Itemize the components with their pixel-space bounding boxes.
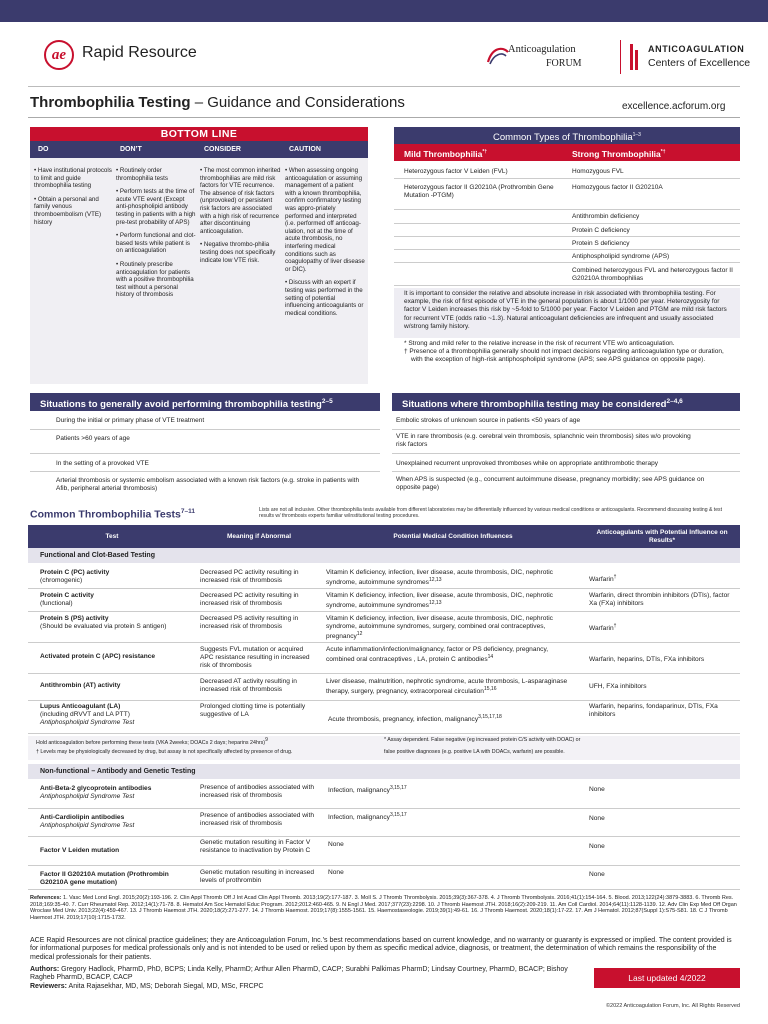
test-meaning: Prolonged clotting time is potentially suggestive of LA — [200, 703, 306, 718]
forum-logo-line2: FORUM — [546, 58, 582, 69]
page-title: Thrombophilia Testing – Guidance and Considerations — [30, 94, 405, 111]
test-meaning: Suggests FVL mutation or acquired APC resistance resulting in increased risk of thrombosis — [200, 646, 310, 669]
test-anticoagulants: None — [589, 843, 605, 850]
caution-list: • When assessing ongoing anticoagulation or assuming management of a patient with a known thrombophilia, confirm confirmatory testing was appro-priately performed and interpreted (i.e. performed off anticoag-ulation, not at the time of acute thrombosis, no interfering medical conditions such as coagulopathy of liver disease or DIC). • Discuss with an expert if testing was performed in the setting of potential influencing anticoagulants or medical conditions. — [285, 167, 365, 317]
test-anticoagulants: None — [589, 871, 605, 878]
col-test: Test — [105, 532, 119, 540]
list-item: Arterial thrombosis or systemic embolism associated with a known risk factors (e.g. stroke in patients with Afib, peripheral arterial thrombosis) — [56, 477, 360, 492]
test-anticoagulants: UFH, FXa inhibitors — [589, 683, 647, 690]
tests-note: Lists are not all inclusive. Other thrombophilia tests available from different laboratories may be differentially influenced by various medical conditions or anticoagulants. Recommend discussing testing & test results w/ thrombosis experts familiar w/institutional testing procedures. — [259, 507, 723, 520]
common-types-footnotes: * Strong and mild refer to the relative increase in the risk of recurrent VTE w/o anticoagulation. † Presence of a thrombophilia generally should not impact decisions regarding anticoagulation type or duration, with the exception of high-risk antiphospholipid syndrome (APS; see APS guidance on opposite page). — [404, 340, 724, 364]
test-conditions: Liver disease, malnutrition, nephrotic syndrome, acute thrombosis, L-asparaginase therapy, surgery, pregnancy, extracorporeal circulation$^{15,16}$ — [326, 678, 568, 695]
strong-thrombophilia-label: Strong Thrombophilia*† — [572, 148, 666, 159]
hold-note: Hold anticoagulation before performing these tests (VKA 2weeks; DOACs 2 days; heparins 24hrs)$^9$ — [36, 737, 268, 746]
consider-list: • The most common inherited thrombophilias are mild risk factors for VTE recurrence. The absence of risk factors (unprovoked) or persistent risk factors are associated with a high risk of recurrence after discontinuing anticoagulation. • Negative thrombo-philia testing does not specifically indicate low VTE risk. — [200, 167, 281, 264]
test-anticoagulants: Warfarin, heparins, fondaparinux, DTIs, FXa inhibitors — [589, 703, 718, 718]
test-meaning: Genetic mutation resulting in increased levels of prothrombin — [200, 869, 314, 884]
test-conditions: Infection, malignancy$^{3,15,17}$ — [328, 812, 407, 822]
test-meaning: Decreased PS activity resulting in increased risk of thrombosis — [200, 615, 299, 630]
test-anticoagulants: None — [589, 815, 605, 822]
test-meaning: Genetic mutation resulting in Factor V resistance to inactivation by Protein C — [200, 839, 311, 854]
test-conditions: None — [328, 841, 344, 848]
test-conditions: Acute inflammation/infection/malignancy, factor or PS deficiency, pregnancy, combined oral contraceptives , LA, protein C antibodies$^{14}$ — [326, 646, 549, 663]
test-name: Protein C (PC) activity (chromogenic) — [40, 569, 110, 584]
references: References: 1. Vasc Med Lond Engl. 2015;20(2):193-196. 2. Clin Appl Thromb Off J Int Acad Clin Appl Thromb. 2013;19(2):177-187. 3. Moll S. J Thromb Thrombolysis. 2015;39(3):367-378. 4. J Thromb Thrombolysis. 2016;41(1):154-164. 5. Blood. 2013;122(24):3879-3883. 6. Thromb Res. 2018;169:35-40. 7. Curr Rheumatol Rep. 2012;14(1):71-78. 8. Hematol Am Soc Hematol Educ Program. 2012;2012:460-465. 9. N Engl J Med. 2017;377(23):2298. 10. J Thromb Haemost JTH. 2018;16(2):209-219. 11. Am Coll Cardiol. 2014;64(11):1128-1139. 12. Adv Clin Exp Med Off Organ Wroclaw Med Univ. 2013;22(4):459-467. 13. J Thromb Haemost JTH. 2020;18(2):271-277. 14. J Thromb Haemost. 2019;17(8):1555-1561. 15. Haemostaseologie. 2019;39(1):49-61. 16. J Thromb Haemost. 2020;18(1):17-22. 17. Am J Hematol. 2012;87(Suppl 1):S75-S81. 18. C J Thromb Haemost JTH. 2019;17(10):1715-1732. — [30, 895, 737, 921]
ace-logo-icon: ae — [44, 40, 74, 70]
row-divider — [30, 471, 380, 472]
test-conditions: Vitamin K deficiency, infection, liver disease, acute thrombosis, DIC, nephrotic syndrome, autoimmune syndromes, surgery, combined oral contraceptives, pregnancy$^{12}$ — [326, 615, 553, 640]
row-divider — [392, 471, 740, 472]
test-meaning: Decreased PC activity resulting in increased risk of thrombosis — [200, 592, 299, 607]
row-divider — [392, 453, 740, 454]
last-updated-badge: Last updated 4/2022 — [594, 968, 740, 988]
test-meaning: Presence of antibodies associated with increased risk of thrombosis — [200, 812, 314, 827]
list-item: In the setting of a provoked VTE — [56, 460, 149, 467]
col-do: DO — [38, 146, 49, 153]
test-meaning: Decreased AT activity resulting in increased risk of thrombosis — [200, 678, 297, 693]
list-item: During the initial or primary phase of VTE treatment — [56, 417, 205, 424]
centers-excellence-icon — [628, 42, 642, 72]
logo-divider — [620, 40, 621, 74]
avoid-testing-heading: Situations to generally avoid performing thrombophilia testing$^{2-5}$ — [30, 393, 380, 411]
risk-note: It is important to consider the relative and absolute increase in risk associated with thrombophilia testing. For example, the risk of first episode of VTE in the general population is about 1/1000 per year. Heterozygosity for factor V Leiden increases this risk by ~5-fold to 5/1000 per year. Factor V Leiden and PTGM are mild risk factors for recurrent VTE (odds ratio ~1.3). Natural anticoagulant deficiencies are infrequent and usually associated w/strong family history. — [394, 288, 740, 338]
group-functional: Functional and Clot-Based Testing — [28, 548, 740, 563]
assay-note-2: false positive diagnoses (e.g. positive LA with DOACs, warfarin) are possible. — [384, 749, 565, 755]
mild-cell: Heterozygous factor II G20210A (Prothrombin Gene Mutation -PTGM) — [404, 184, 554, 199]
test-name: Protein S (PS) activity (Should be evaluated via protein S antigen) — [40, 615, 167, 630]
strong-cell: Combined heterozygous FVL and heterozygous factor II G20210A thrombophilias — [572, 267, 733, 282]
group-nonfunctional: Non-functional – Antibody and Genetic Testing — [28, 764, 740, 779]
coe-line1: ANTICOAGULATION — [648, 44, 745, 54]
col-caution: CAUTION — [289, 146, 321, 153]
disclaimer: ACE Rapid Resources are not clinical practice guidelines; they are Anticoagulation Forum, Inc.’s best recommendations based on current knowledge, and no warranty or guaranty is expressed or implied. The content provided is for informational purposes for medical professionals only and is not intended to be used or relied upon by them as specific medical advice, diagnosis, or treatment, the determination of which remains the responsibility of the medical professionals for their patients. — [30, 937, 732, 961]
test-name: Protein C activity (functional) — [40, 592, 94, 607]
list-item: Patients >60 years of age — [56, 435, 130, 442]
row-divider — [30, 429, 380, 430]
copyright: ©2022 Anticoagulation Forum, Inc. All Rights Reserved — [606, 1003, 740, 1009]
test-meaning: Decreased PC activity resulting in increased risk of thrombosis — [200, 569, 299, 584]
test-name: Factor V Leiden mutation — [40, 847, 120, 854]
mild-thrombophilia-label: Mild Thrombophilia*† — [404, 148, 488, 159]
do-list: • Have institutional protocols to limit and guide thrombophilia testing • Obtain a personal and family venous thromboembolism (VTE) history — [34, 167, 112, 226]
title-divider — [28, 117, 740, 118]
test-anticoagulants: Warfarin, direct thrombin inhibitors (DTIs), factor Xa (FXa) inhibitors — [589, 592, 730, 607]
strong-cell: Protein C deficiency — [572, 227, 630, 234]
row-divider — [30, 453, 380, 454]
test-anticoagulants: Warfarin† — [589, 574, 617, 584]
test-name: Activated protein C (APC) resistance — [40, 653, 156, 660]
header-divider — [28, 86, 740, 87]
test-conditions: Vitamin K deficiency, infection, liver disease, acute thrombosis, DIC, nephrotic syndrome, autoimmune syndromes$^{12,13}$ — [326, 592, 553, 609]
test-name: Antithrombin (AT) activity — [40, 682, 121, 689]
strong-cell: Homozygous FVL — [572, 168, 624, 175]
strong-cell: Antithrombin deficiency — [572, 213, 640, 220]
list-item: Unexplained recurrent unprovoked thromboses while on appropriate antithrombotic therapy — [396, 460, 658, 467]
test-anticoagulants: Warfarin† — [589, 623, 617, 633]
strong-cell: Homozygous factor II G20210A — [572, 184, 663, 191]
strong-cell: Antiphospholipid syndrome (APS) — [572, 253, 670, 260]
list-item: VTE in rare thrombosis (e.g. cerebral vein thrombosis, splanchnic vein thrombosis) sites w/o provoking risk factors — [396, 433, 691, 448]
test-conditions: Vitamin K deficiency, infection, liver disease, acute thrombosis, DIC, nephrotic syndrome, autoimmune syndromes$^{12,13}$ — [326, 569, 553, 586]
authors: Authors: Gregory Hadlock, PharmD, PhD, BCPS; Linda Kelly, PharmD; Arthur Allen PharmD, CACP; Surabhi Palkimas PharmD; Lindsay Courtney, PharmD, BCACP; Bishoy Ragheb PharmD, BCACP, CACP Reviewers: Anita Rajasekhar, MD, MS; Deborah Siegal, MD, MSc, FRCPC — [30, 966, 568, 990]
bottom-line-heading: BOTTOM LINE — [30, 127, 368, 141]
functional-test-notes — [28, 736, 740, 760]
test-anticoagulants: Warfarin, heparins, DTIs, FXa inhibitors — [589, 656, 705, 663]
common-tests-heading: Common Thrombophilia Tests$^{7-11}$ — [30, 508, 196, 521]
coe-line2: Centers of Excellence — [648, 57, 751, 69]
test-name: Anti-Cardiolipin antibodies Antiphospholipid Syndrome Test — [40, 814, 135, 829]
site-url[interactable]: excellence.acforum.org — [622, 101, 726, 112]
brand-name: Rapid Resource — [82, 44, 197, 61]
col-meaning: Meaning if Abnormal — [226, 532, 292, 540]
list-item: Embolic strokes of unknown source in patients <50 years of age — [396, 417, 581, 424]
forum-logo-line1: Anticoagulation — [508, 44, 576, 55]
top-banner — [0, 0, 768, 22]
col-anticoagulants: Anticoagulants with Potential Influence on Results* — [596, 529, 728, 544]
col-conditions: Potential Medical Condition Influences — [393, 532, 513, 540]
row-divider — [392, 429, 740, 430]
dont-list: • Routinely order thrombophilia tests • Perform tests at the time of acute VTE event (Except anti-phospholipid antibody testing in patients with a high pre-test probability of APS) • Perform functional and clot-based tests while patient is on anticoagulation • Routinely prescribe anticoagulation for patients with a positive thrombophilia test without a personal history of thrombosis — [116, 167, 196, 299]
test-name: Factor II G20210A mutation (Prothrombin G20210A gene mutation) — [40, 871, 169, 886]
test-conditions: Acute thrombosis, pregnancy, infection, malignancy$^{3,15,17,18}$ — [328, 714, 502, 724]
test-name: Lupus Anticoagulant (LA) (including dRVVT and LA PTT) Antiphospholipid Syndrome Test — [40, 703, 135, 726]
test-meaning: Presence of antibodies associated with increased risk of thrombosis — [200, 784, 314, 799]
list-item: When APS is suspected (e.g., concurrent autoimmune disease, pregnancy morbidity; see APS guidance on opposite page) — [396, 476, 705, 491]
col-dont: DON’T — [120, 146, 142, 153]
anticoagulation-forum-logo — [484, 38, 614, 78]
consider-testing-heading: Situations where thrombophilia testing may be considered$^{2-4,6}$ — [392, 393, 740, 411]
col-consider: CONSIDER — [204, 146, 241, 153]
mild-cell: Heterozygous factor V Leiden (FVL) — [404, 168, 508, 175]
test-conditions: None — [328, 869, 344, 876]
levels-note: † Levels may be physiologically decreased by drug, but assay is not specifically affected by presence of drug. — [36, 749, 293, 755]
assay-note: * Assay dependent. False negative (eg increased protein C/S activity with DOAC) or — [384, 737, 581, 743]
common-types-heading: Common Types of Thrombophilia$^{1-3}$ — [394, 127, 740, 144]
test-name: Anti-Beta-2 glycoprotein antibodies Antiphospholipid Syndrome Test — [40, 785, 152, 800]
test-conditions: Infection, malignancy$^{3,15,17}$ — [328, 785, 407, 795]
strong-cell: Protein S deficiency — [572, 240, 630, 247]
test-anticoagulants: None — [589, 786, 605, 793]
